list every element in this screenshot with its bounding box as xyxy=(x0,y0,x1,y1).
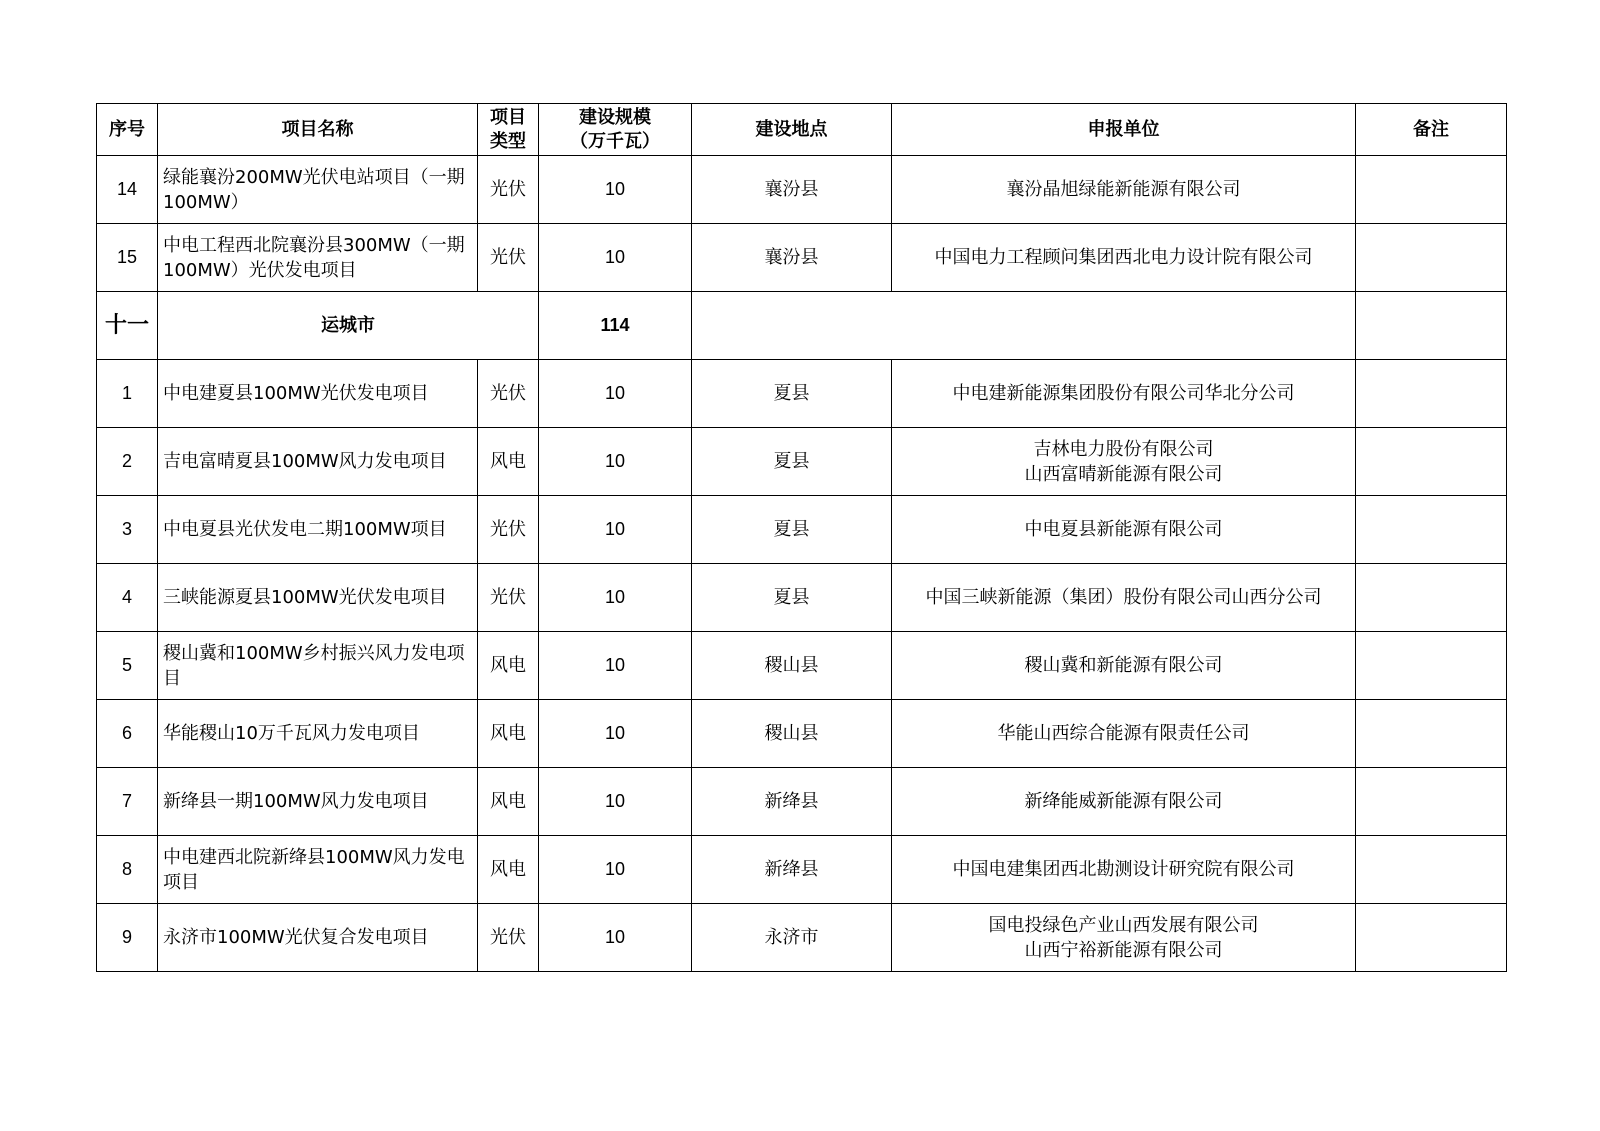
row-project-name: 三峡能源夏县100MW光伏发电项目 xyxy=(158,564,478,632)
row-scale: 10 xyxy=(539,224,692,292)
row-applicant-line1: 襄汾晶旭绿能新能源有限公司 xyxy=(1006,179,1241,200)
row-project-name: 中电工程西北院襄汾县300MW（一期100MW）光伏发电项目 xyxy=(158,224,478,292)
row-type: 光伏 xyxy=(478,224,539,292)
header-location: 建设地点 xyxy=(692,104,892,156)
table-row xyxy=(97,836,1507,904)
row-project-name: 中电夏县光伏发电二期100MW项目 xyxy=(158,496,478,564)
row-applicant-line1: 华能山西综合能源有限责任公司 xyxy=(997,723,1250,744)
row-applicant-line1: 国电投绿色产业山西发展有限公司 xyxy=(988,914,1259,936)
row-location: 稷山县 xyxy=(692,700,892,768)
row-applicant-line2: 山西宁裕新能源有限公司 xyxy=(1024,939,1223,961)
table-row xyxy=(97,156,1507,224)
header-type-line1: 项目 xyxy=(490,106,526,128)
header-scale-line2: （万千瓦） xyxy=(570,130,660,152)
row-project-name: 永济市100MW光伏复合发电项目 xyxy=(158,904,478,972)
row-seq: 8 xyxy=(97,836,158,904)
row-type: 风电 xyxy=(478,428,539,496)
table-row xyxy=(97,700,1507,768)
row-location: 新绛县 xyxy=(692,768,892,836)
row-scale: 10 xyxy=(539,428,692,496)
section-name: 运城市 xyxy=(158,292,539,360)
project-table xyxy=(96,103,1507,972)
row-scale: 10 xyxy=(539,836,692,904)
section-row xyxy=(97,292,1507,360)
row-applicant xyxy=(892,632,1356,700)
row-remark xyxy=(1356,224,1507,292)
row-type: 光伏 xyxy=(478,564,539,632)
row-location: 夏县 xyxy=(692,428,892,496)
row-project-name: 绿能襄汾200MW光伏电站项目（一期100MW） xyxy=(158,156,478,224)
row-remark xyxy=(1356,428,1507,496)
table-row xyxy=(97,768,1507,836)
row-seq: 1 xyxy=(97,360,158,428)
row-type: 光伏 xyxy=(478,156,539,224)
row-scale: 10 xyxy=(539,360,692,428)
table-row xyxy=(97,224,1507,292)
row-type: 风电 xyxy=(478,768,539,836)
row-project-name: 华能稷山10万千瓦风力发电项目 xyxy=(158,700,478,768)
row-project-name: 新绛县一期100MW风力发电项目 xyxy=(158,768,478,836)
row-applicant-line1: 中国三峡新能源（集团）股份有限公司山西分公司 xyxy=(925,587,1322,608)
row-location: 襄汾县 xyxy=(692,224,892,292)
section-empty xyxy=(692,292,1356,360)
row-location: 夏县 xyxy=(692,496,892,564)
row-type: 风电 xyxy=(478,700,539,768)
row-remark xyxy=(1356,564,1507,632)
header-seq: 序号 xyxy=(97,104,158,156)
row-scale: 10 xyxy=(539,496,692,564)
row-seq: 6 xyxy=(97,700,158,768)
row-scale: 10 xyxy=(539,904,692,972)
row-seq: 3 xyxy=(97,496,158,564)
row-remark xyxy=(1356,904,1507,972)
row-type: 风电 xyxy=(478,836,539,904)
row-seq: 4 xyxy=(97,564,158,632)
row-seq: 15 xyxy=(97,224,158,292)
row-seq: 2 xyxy=(97,428,158,496)
row-location: 襄汾县 xyxy=(692,156,892,224)
header-type-line2: 类型 xyxy=(490,130,526,152)
row-project-name: 稷山冀和100MW乡村振兴风力发电项目 xyxy=(158,632,478,700)
section-scale: 114 xyxy=(539,292,692,360)
header-remark: 备注 xyxy=(1356,104,1507,156)
row-scale: 10 xyxy=(539,768,692,836)
row-type: 光伏 xyxy=(478,360,539,428)
row-applicant-line1: 新绛能威新能源有限公司 xyxy=(1024,791,1223,812)
row-scale: 10 xyxy=(539,632,692,700)
row-applicant xyxy=(892,156,1356,224)
row-applicant xyxy=(892,836,1356,904)
row-applicant-line1: 中国电力工程顾问集团西北电力设计院有限公司 xyxy=(934,247,1313,268)
row-location: 稷山县 xyxy=(692,632,892,700)
row-location: 新绛县 xyxy=(692,836,892,904)
row-applicant-line1: 中国电建集团西北勘测设计研究院有限公司 xyxy=(952,859,1295,880)
header-applicant: 申报单位 xyxy=(892,104,1356,156)
row-applicant-line1: 稷山冀和新能源有限公司 xyxy=(1024,655,1223,676)
row-applicant xyxy=(892,700,1356,768)
row-applicant xyxy=(892,496,1356,564)
table-row xyxy=(97,904,1507,972)
row-applicant-line2: 山西富晴新能源有限公司 xyxy=(1024,463,1223,485)
header-row xyxy=(97,104,1507,156)
row-seq: 7 xyxy=(97,768,158,836)
row-location: 夏县 xyxy=(692,360,892,428)
row-remark xyxy=(1356,156,1507,224)
row-scale: 10 xyxy=(539,156,692,224)
row-seq: 14 xyxy=(97,156,158,224)
row-project-name: 中电建夏县100MW光伏发电项目 xyxy=(158,360,478,428)
row-project-name: 吉电富晴夏县100MW风力发电项目 xyxy=(158,428,478,496)
header-scale-line1: 建设规模 xyxy=(579,106,651,128)
header-scale xyxy=(539,104,692,156)
row-applicant xyxy=(892,360,1356,428)
row-applicant xyxy=(892,904,1356,972)
row-project-name: 中电建西北院新绛县100MW风力发电项目 xyxy=(158,836,478,904)
row-scale: 10 xyxy=(539,700,692,768)
row-location: 永济市 xyxy=(692,904,892,972)
row-applicant xyxy=(892,224,1356,292)
row-type: 风电 xyxy=(478,632,539,700)
row-remark xyxy=(1356,836,1507,904)
row-location: 夏县 xyxy=(692,564,892,632)
row-remark xyxy=(1356,700,1507,768)
row-seq: 9 xyxy=(97,904,158,972)
header-type xyxy=(478,104,539,156)
section-remark xyxy=(1356,292,1507,360)
row-applicant-line1: 中电建新能源集团股份有限公司华北分公司 xyxy=(952,383,1295,404)
row-seq: 5 xyxy=(97,632,158,700)
row-applicant xyxy=(892,768,1356,836)
row-applicant-line1: 吉林电力股份有限公司 xyxy=(1033,438,1214,460)
row-remark xyxy=(1356,360,1507,428)
row-applicant-line1: 中电夏县新能源有限公司 xyxy=(1024,519,1223,540)
row-applicant xyxy=(892,428,1356,496)
row-type: 光伏 xyxy=(478,904,539,972)
table-row xyxy=(97,564,1507,632)
table-row xyxy=(97,632,1507,700)
row-remark xyxy=(1356,768,1507,836)
table-row xyxy=(97,360,1507,428)
row-remark xyxy=(1356,496,1507,564)
table-row xyxy=(97,496,1507,564)
table-row xyxy=(97,428,1507,496)
row-applicant xyxy=(892,564,1356,632)
section-seq: 十一 xyxy=(97,292,158,360)
header-name: 项目名称 xyxy=(158,104,478,156)
row-remark xyxy=(1356,632,1507,700)
row-scale: 10 xyxy=(539,564,692,632)
row-type: 光伏 xyxy=(478,496,539,564)
